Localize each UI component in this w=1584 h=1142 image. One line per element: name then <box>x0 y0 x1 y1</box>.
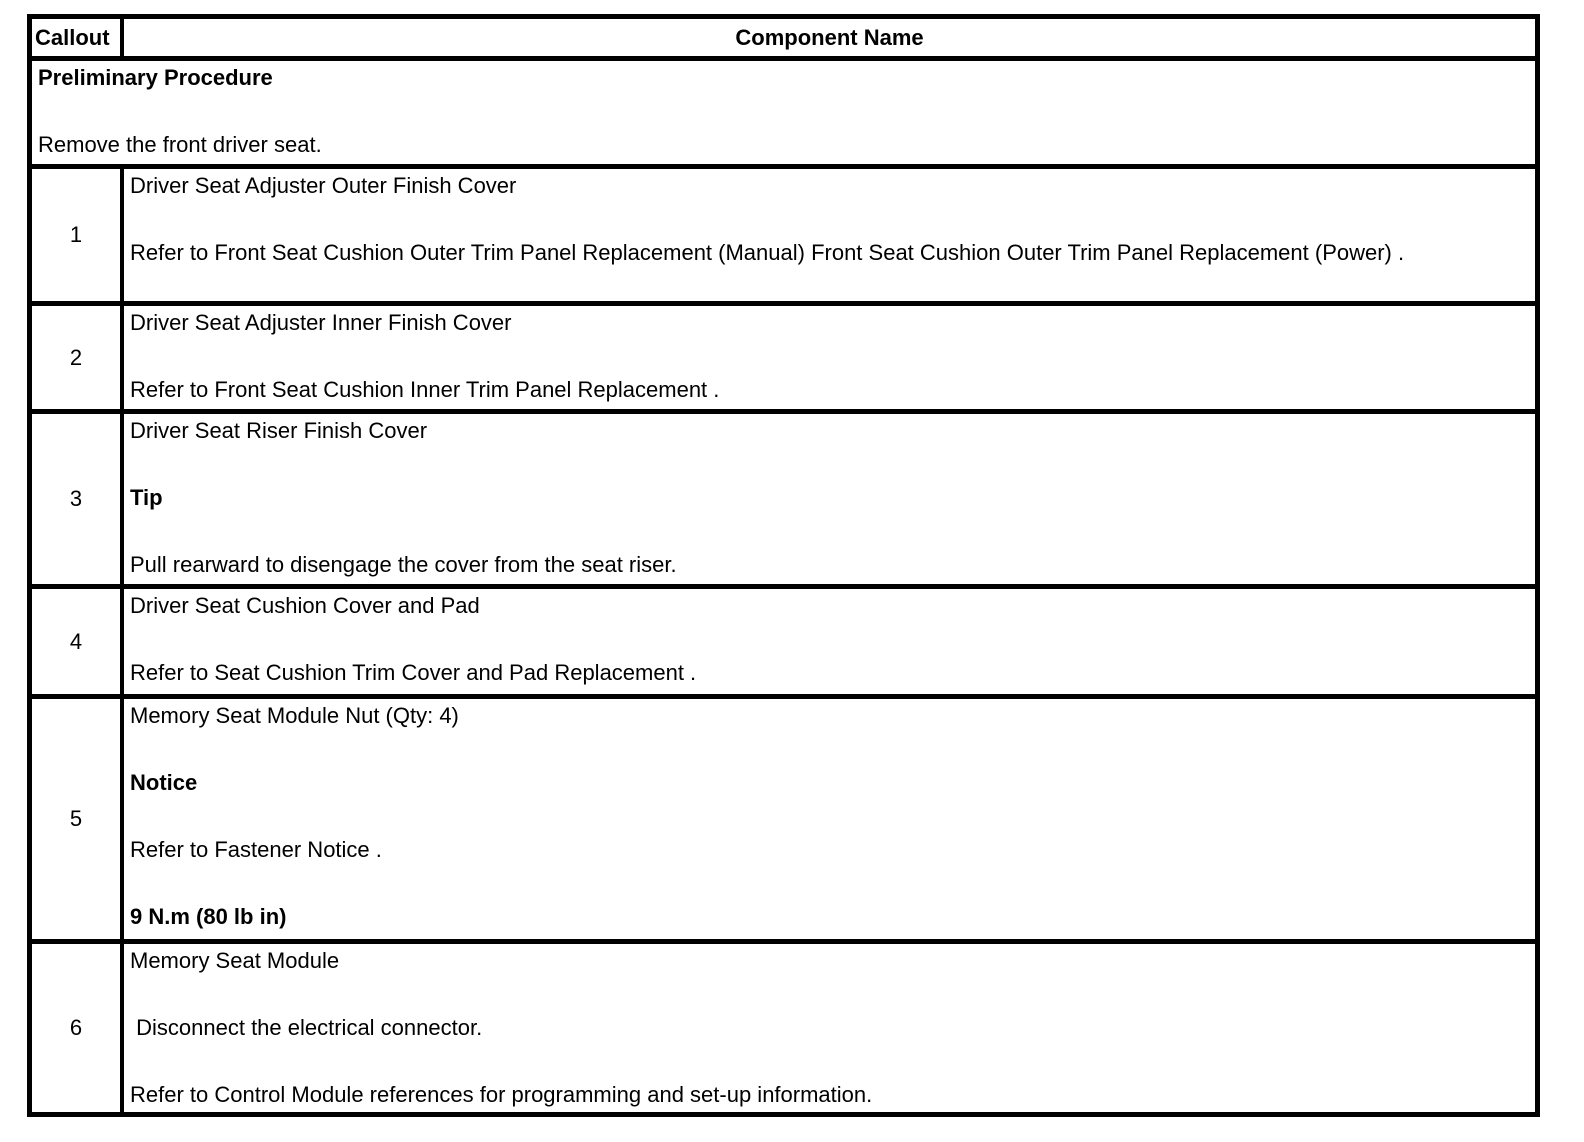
table-row <box>32 699 1535 944</box>
component-instruction: Disconnect the electrical connector. <box>130 1015 483 1040</box>
preliminary-procedure-cell <box>32 61 1535 164</box>
callout-number: 1 <box>32 169 124 301</box>
callout-component-table <box>27 14 1540 1117</box>
component-cell <box>124 169 1535 301</box>
callout-number: 6 <box>32 944 124 1112</box>
table-row <box>32 169 1535 306</box>
preliminary-procedure-row <box>32 61 1535 169</box>
callout-number: 2 <box>32 306 124 409</box>
component-title: Driver Seat Adjuster Outer Finish Cover <box>130 173 517 198</box>
component-name-column-header: Component Name <box>735 24 924 50</box>
component-reference: Refer to Control Module references for programming and set-up information. <box>130 1082 873 1107</box>
component-title: Driver Seat Adjuster Inner Finish Cover <box>130 310 512 335</box>
component-reference: Refer to Front Seat Cushion Inner Trim Panel Replacement . <box>130 377 720 402</box>
component-cell <box>124 589 1535 694</box>
table-row <box>32 306 1535 414</box>
component-cell <box>124 699 1535 939</box>
callout-number: 4 <box>32 589 124 694</box>
table-row <box>32 944 1535 1112</box>
component-title: Memory Seat Module <box>130 948 340 973</box>
preliminary-procedure-title: Preliminary Procedure <box>38 65 273 90</box>
preliminary-procedure-text: Remove the front driver seat. <box>38 132 322 157</box>
component-cell <box>124 944 1535 1112</box>
torque-spec: 9 N.m (80 lb in) <box>130 904 287 929</box>
callout-number: 5 <box>32 699 124 939</box>
component-title: Driver Seat Riser Finish Cover <box>130 418 428 443</box>
tip-text: Pull rearward to disengage the cover from the seat riser. <box>130 552 677 577</box>
table-row <box>32 414 1535 589</box>
component-reference: Refer to Fastener Notice . <box>130 837 382 862</box>
component-title: Driver Seat Cushion Cover and Pad <box>130 593 480 618</box>
notice-label: Notice <box>130 770 198 795</box>
table-header-row <box>32 19 1535 61</box>
component-reference: Refer to Seat Cushion Trim Cover and Pad Replacement . <box>130 660 697 685</box>
component-cell <box>124 414 1535 584</box>
component-title: Memory Seat Module Nut (Qty: 4) <box>130 703 459 728</box>
component-reference: Refer to Front Seat Cushion Outer Trim Panel Replacement (Manual) Front Seat Cushion Outer Trim Panel Replacement (Power) . <box>130 240 1405 265</box>
tip-label: Tip <box>130 485 163 510</box>
callout-column-header: Callout <box>32 19 124 56</box>
component-cell <box>124 306 1535 409</box>
table-row <box>32 589 1535 699</box>
callout-number: 3 <box>32 414 124 584</box>
